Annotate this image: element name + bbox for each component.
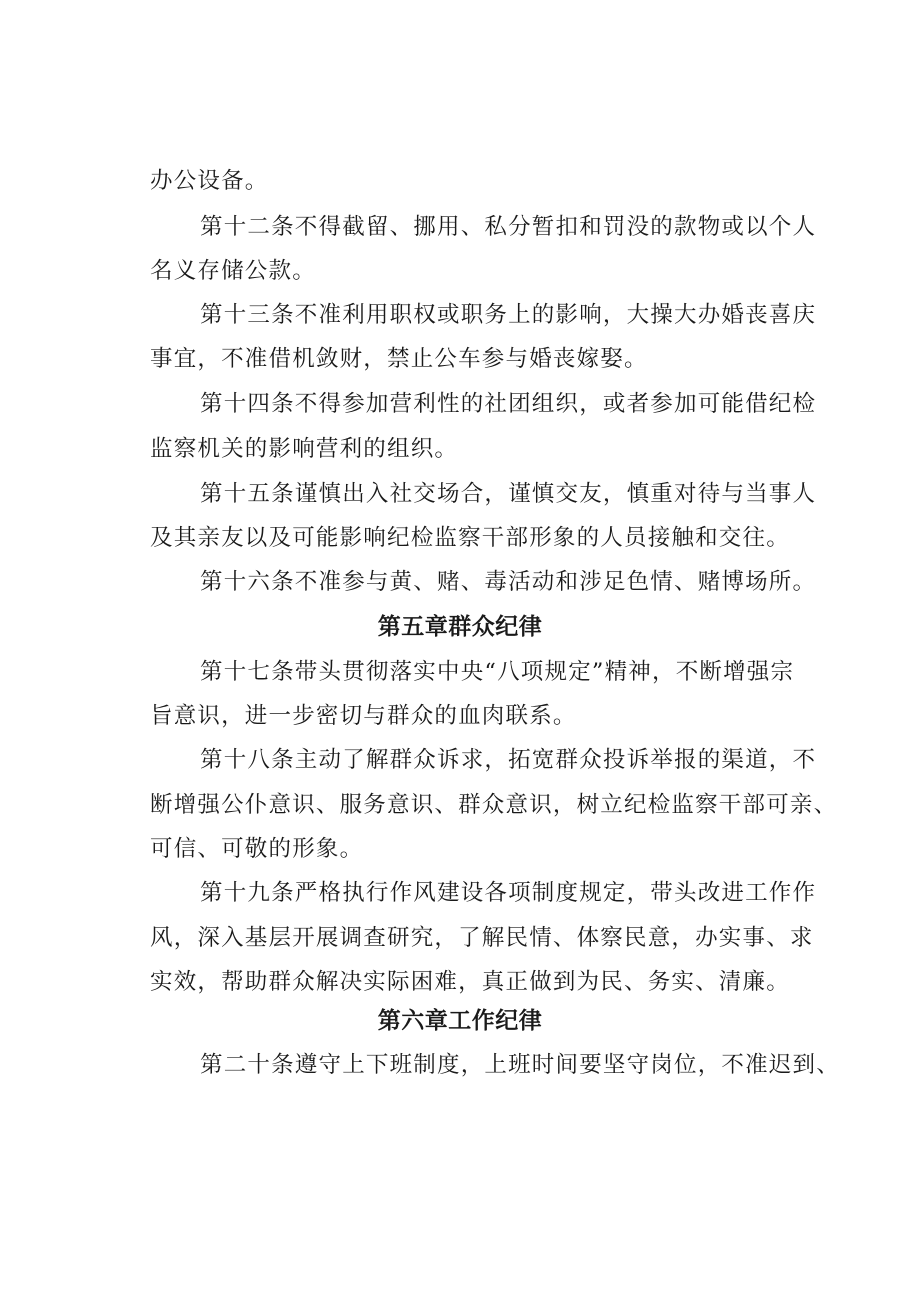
article-16-line-1: 第十六条不准参与黄、赌、毒活动和涉足色情、赌博场所。 [200,569,817,595]
chapter-5-heading: 第五章群众纪律 [377,614,543,640]
article-13-line-2: 事宜，不准借机敛财，禁止公车参与婚丧嫁娶。 [150,346,648,372]
article-13-line-1: 第十三条不准利用职权或职务上的影响，大操大办婚丧喜庆 [200,302,817,328]
article-12-line-2: 名义存储公款。 [150,258,316,284]
article-18-line-2: 断增强公仆意识、服务意识、群众意识，树立纪检监察干部可亲、 [150,792,838,818]
article-18-line-3: 可信、可敬的形象。 [150,836,364,862]
article-14-line-2: 监察机关的影响营利的组织。 [150,436,459,462]
paragraph-line: 办公设备。 [150,168,269,194]
article-15-line-2: 及其亲友以及可能影响纪检监察干部形象的人员接触和交往。 [150,525,790,551]
article-19-line-2: 风，深入基层开展调查研究，了解民情、体察民意，办实事、求 [150,925,814,951]
article-12-line-1: 第十二条不得截留、挪用、私分暂扣和罚没的款物或以个人 [200,214,817,240]
article-19-line-1: 第十九条严格执行作风建设各项制度规定，带头改进工作作 [200,880,817,906]
article-15-line-1: 第十五条谨慎出入社交场合，谨慎交友，慎重对待与当事人 [200,481,817,507]
article-20-line-1: 第二十条遵守上下班制度，上班时间要坚守岗位，不准迟到、 [200,1052,840,1078]
article-17-line-2: 旨意识，进一步密切与群众的血肉联系。 [150,703,577,729]
article-18-line-1: 第十八条主动了解群众诉求，拓宽群众投诉举报的渠道，不 [200,747,817,773]
chapter-6-heading: 第六章工作纪律 [377,1008,543,1034]
article-19-line-3: 实效，帮助群众解决实际困难，真正做到为民、务实、清廉。 [150,969,790,995]
article-14-line-1: 第十四条不得参加营利性的社团组织，或者参加可能借纪检 [200,391,817,417]
article-17-line-1: 第十七条带头贯彻落实中央“八项规定”精神，不断增强宗 [200,659,795,685]
